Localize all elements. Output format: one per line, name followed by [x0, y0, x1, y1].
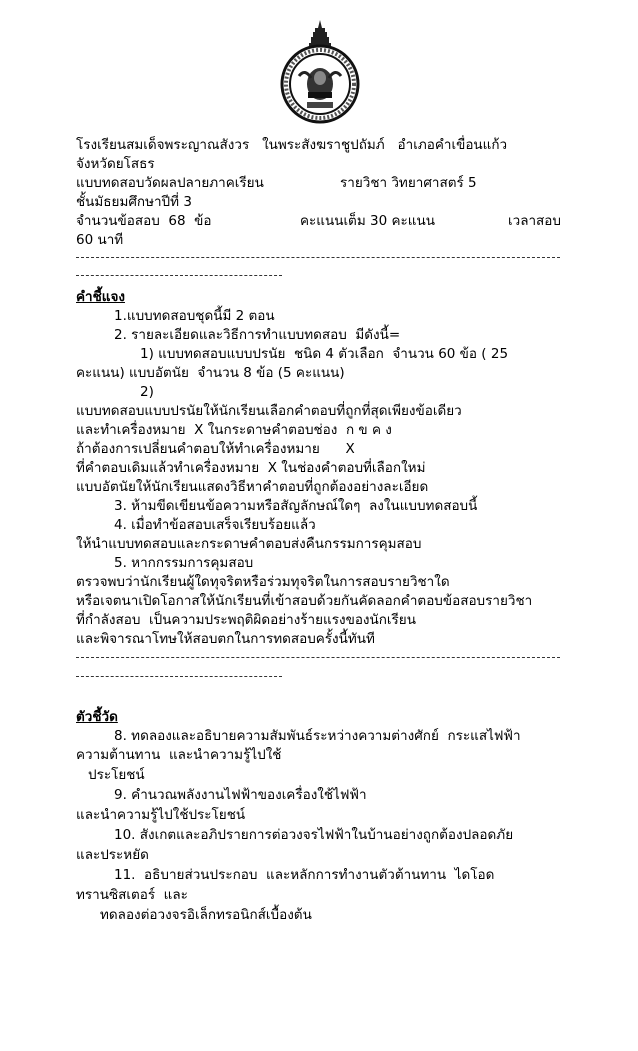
indicator-line: 8. ทดลองและอธิบายความสัมพันธ์ระหว่างความต่างศักย์ กระแสไฟฟ้า [114, 728, 521, 744]
instruction-line: แบบทดสอบแบบปรนัยให้นักเรียนเลือกคำตอบที่ถูกที่สุดเพียงข้อเดียว [76, 403, 462, 419]
indicator-line: และประหยัด [76, 847, 149, 863]
instruction-line: ที่คำตอบเดิมแล้วทำเครื่องหมาย X ในช่องคำตอบที่เลือกใหม่ [76, 460, 426, 476]
divider [76, 657, 560, 658]
instruction-line: คะแนน) แบบอัตนัย จำนวน 8 ข้อ (5 คะแนน) [76, 365, 345, 381]
school-name-line: โรงเรียนสมเด็จพระญาณสังวร ในพระสังฆราชูปถัมภ์ อำเภอคำเขื่อนแก้ว [76, 137, 508, 153]
indicator-line: ทรานซิสเตอร์ และ [76, 887, 188, 903]
divider [76, 676, 282, 677]
instruction-line: และพิจารณาโทษให้สอบตกในการทดสอบครั้งนี้ทันที [76, 631, 375, 647]
indicator-line: และนำความรู้ไปใช้ประโยชน์ [76, 807, 246, 823]
time-minutes: 60 นาที [76, 232, 124, 248]
indicator-line: 9. คำนวณพลังงานไฟฟ้าของเครื่องใช้ไฟฟ้า [114, 787, 367, 803]
time-label: เวลาสอบ [508, 213, 561, 229]
instruction-line: 4. เมื่อทำข้อสอบเสร็จเรียบร้อยแล้ว [114, 517, 316, 533]
indicators-heading: ตัวชี้วัด [76, 709, 118, 725]
full-score: คะแนนเต็ม 30 คะแนน [300, 213, 435, 229]
indicator-line: ทดลองต่อวงจรอิเล็กทรอนิกส์เบื้องต้น [100, 907, 312, 923]
instruction-line: ตรวจพบว่านักเรียนผู้ใดทุจริตหรือร่วมทุจริตในการสอบรายวิชาใด [76, 574, 450, 590]
instruction-line: 1) แบบทดสอบแบบปรนัย ชนิด 4 ตัวเลือก จำนวน 60 ข้อ ( 25 [140, 346, 509, 362]
instruction-line: 2. รายละเอียดและวิธีการทำแบบทดสอบ มีดังนี้= [114, 327, 401, 343]
instruction-line: 3. ห้ามขีดเขียนข้อความหรือสัญลักษณ์ใดๆ ลงในแบบทดสอบนี้ [114, 498, 478, 514]
test-type: แบบทดสอบวัดผลปลายภาคเรียน [76, 175, 264, 191]
instruction-line: 1.แบบทดสอบชุดนี้มี 2 ตอน [114, 308, 275, 324]
instruction-line: และทำเครื่องหมาย X ในกระดาษคำตอบช่อง ก ข ค ง [76, 422, 392, 438]
instructions-heading: คำชี้แจง [76, 289, 125, 305]
indicator-line: 10. สังเกตและอภิปรายการต่อวงจรไฟฟ้าในบ้านอย่างถูกต้องปลอดภัย [114, 827, 514, 843]
divider [76, 257, 560, 258]
grade-level: ชั้นมัธยมศึกษาปีที่ 3 [76, 194, 192, 210]
subject-name: รายวิชา วิทยาศาสตร์ 5 [340, 175, 477, 191]
indicator-line: 11. อธิบายส่วนประกอบ และหลักการทำงานตัวต้านทาน ไดโอด [114, 867, 495, 883]
indicator-line: ประโยชน์ [88, 767, 145, 783]
instruction-line: ถ้าต้องการเปลี่ยนคำตอบให้ทำเครื่องหมาย X [76, 441, 355, 457]
instruction-line: 2) [140, 384, 154, 400]
instruction-line: แบบอัตนัยให้นักเรียนแสดงวิธีหาคำตอบที่ถูกต้องอย่างละเอียด [76, 479, 429, 495]
instruction-line: หรือเจตนาเปิดโอกาสให้นักเรียนที่เข้าสอบด้วยกันคัดลอกคำตอบข้อสอบรายวิชา [76, 593, 533, 609]
instruction-line: 5. หากกรรมการคุมสอบ [114, 555, 254, 571]
school-seal-logo [259, 18, 381, 126]
instruction-line: ให้นำแบบทดสอบและกระดาษคำตอบส่งคืนกรรมการคุมสอบ [76, 536, 422, 552]
instruction-line: ที่กำลังสอบ เป็นความประพฤติผิดอย่างร้ายแรงของนักเรียน [76, 612, 416, 628]
indicator-line: ความต้านทาน และนำความรู้ไปใช้ [76, 747, 282, 763]
divider [76, 275, 282, 276]
item-count: จำนวนข้อสอบ 68 ข้อ [76, 213, 212, 229]
province-line: จังหวัดยโสธร [76, 156, 155, 172]
